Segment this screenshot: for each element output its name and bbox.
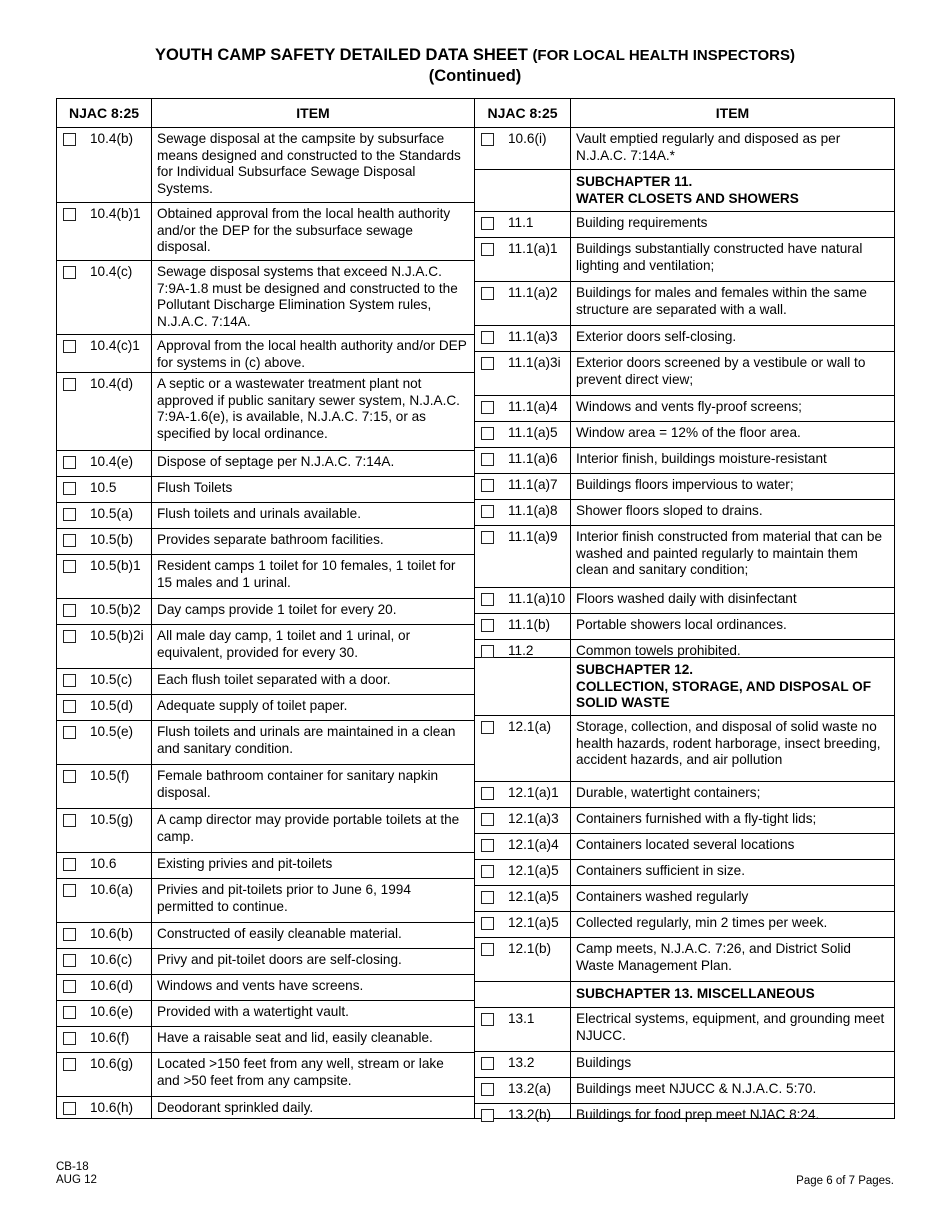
item-checkbox[interactable]	[481, 401, 494, 414]
page-title	[0, 45, 950, 86]
title-sub: (FOR LOCAL HEALTH INSPECTORS)	[532, 47, 795, 64]
item-checkbox[interactable]	[63, 700, 76, 713]
item-text: Building requirements	[576, 215, 708, 230]
item-checkbox[interactable]	[481, 721, 494, 734]
njac-code: 10.4(b)1	[90, 206, 141, 221]
item-checkbox[interactable]	[63, 954, 76, 967]
section-heading	[576, 662, 888, 712]
njac-code: 13.1	[508, 1011, 535, 1026]
item-text: Day camps provide 1 toilet for every 20.	[157, 602, 397, 617]
column-divider	[570, 170, 571, 211]
item-text: Interior finish, buildings moisture-resistant	[576, 451, 827, 466]
njac-code: 10.6(i)	[508, 131, 547, 146]
item-checkbox[interactable]	[63, 378, 76, 391]
item-text: Electrical systems, equipment, and grounding meet NJUCC.	[576, 1011, 885, 1043]
item-checkbox[interactable]	[481, 133, 494, 146]
item-checkbox[interactable]	[63, 133, 76, 146]
njac-code: 10.5(b)	[90, 532, 134, 547]
item-text: Each flush toilet separated with a door.	[157, 672, 391, 687]
njac-code: 10.4(d)	[90, 376, 134, 391]
item-text: Sewage disposal at the campsite by subsurface means designed and constructed to the Standards for Individual Subsurface Sewage Disposal Systems.	[157, 131, 461, 196]
item-checkbox[interactable]	[63, 770, 76, 783]
njac-code: 11.1(a)7	[508, 477, 558, 492]
table-row	[57, 451, 474, 477]
item-text: Provided with a watertight vault.	[157, 1004, 349, 1019]
table-row	[57, 555, 474, 599]
item-checkbox[interactable]	[63, 630, 76, 643]
item-checkbox[interactable]	[63, 674, 76, 687]
njac-code: 10.5(a)	[90, 506, 134, 521]
item-text: Portable showers local ordinances.	[576, 617, 787, 632]
item-text: Have a raisable seat and lid, easily cleanable.	[157, 1030, 433, 1045]
table-row	[475, 1104, 894, 1120]
njac-code: 13.2(b)	[508, 1107, 552, 1122]
table-row	[57, 335, 474, 373]
table-row	[475, 282, 894, 326]
item-text: Containers furnished with a fly-tight lids;	[576, 811, 817, 826]
item-checkbox[interactable]	[481, 357, 494, 370]
table-row	[57, 1001, 474, 1027]
njac-code: 10.5(g)	[90, 812, 134, 827]
header-njac: NJAC 8:25	[68, 105, 140, 121]
item-checkbox[interactable]	[481, 331, 494, 344]
njac-code: 12.1(a)1	[508, 785, 559, 800]
item-checkbox[interactable]	[63, 1006, 76, 1019]
item-checkbox[interactable]	[63, 340, 76, 353]
item-text: Window area = 12% of the floor area.	[576, 425, 801, 440]
item-checkbox[interactable]	[481, 1083, 494, 1096]
table-row	[475, 938, 894, 982]
item-text: Approval from the local health authority and/or DEP for systems in (c) above.	[157, 338, 467, 370]
item-checkbox[interactable]	[63, 814, 76, 827]
item-text: Existing privies and pit-toilets	[157, 856, 333, 871]
njac-code: 10.5(b)2i	[90, 628, 144, 643]
njac-code: 12.1(a)	[508, 719, 552, 734]
section-heading	[576, 174, 888, 207]
column-divider	[570, 982, 571, 1007]
item-checkbox[interactable]	[481, 917, 494, 930]
njac-code: 10.5(f)	[90, 768, 130, 783]
form-date: AUG 12	[56, 1174, 97, 1186]
item-text: Buildings floors impervious to water;	[576, 477, 794, 492]
right-table	[474, 98, 895, 1122]
table-row	[475, 886, 894, 912]
njac-code: 11.2	[508, 643, 534, 658]
njac-code: 12.1(a)5	[508, 863, 559, 878]
njac-code: 10.4(e)	[90, 454, 134, 469]
item-text: A camp director may provide portable toilets at the camp.	[157, 812, 460, 844]
title-line-2: (Continued)	[428, 67, 522, 85]
njac-code: 11.1(a)3i	[508, 355, 561, 370]
item-checkbox[interactable]	[481, 891, 494, 904]
item-checkbox[interactable]	[63, 726, 76, 739]
item-text: Obtained approval from the local health authority and/or the DEP for the subsurface sewage disposal.	[157, 206, 451, 254]
table-row	[57, 599, 474, 625]
item-text: Floors washed daily with disinfectant	[576, 591, 797, 606]
item-text: Exterior doors self-closing.	[576, 329, 737, 344]
item-text: Sewage disposal systems that exceed N.J.A.C. 7:9A-1.8 must be designed and constructed to the Pollutant Discharge Elimination System rules, N.J.A.C. 7:14A.	[157, 264, 458, 329]
item-text: Storage, collection, and disposal of solid waste no health hazards, rodent harborage, insect breeding, accident hazards, and air pollution	[576, 719, 881, 767]
section-title: SUBCHAPTER 11.	[576, 174, 693, 189]
njac-code: 10.5(d)	[90, 698, 134, 713]
table-row	[475, 500, 894, 526]
njac-code: 11.1(a)6	[508, 451, 558, 466]
item-checkbox[interactable]	[63, 266, 76, 279]
table-row	[475, 128, 894, 170]
item-checkbox[interactable]	[481, 839, 494, 852]
table-row	[475, 422, 894, 448]
footer-form-id	[56, 1161, 97, 1187]
item-checkbox[interactable]	[481, 619, 494, 632]
item-checkbox[interactable]	[481, 1109, 494, 1122]
item-checkbox[interactable]	[63, 1058, 76, 1071]
njac-code: 12.1(a)5	[508, 915, 559, 930]
item-checkbox[interactable]	[481, 217, 494, 230]
njac-code: 10.4(c)1	[90, 338, 140, 353]
item-text: Dispose of septage per N.J.A.C. 7:14A.	[157, 454, 395, 469]
item-checkbox[interactable]	[63, 208, 76, 221]
table-row	[475, 474, 894, 500]
item-checkbox[interactable]	[63, 604, 76, 617]
table-row	[57, 503, 474, 529]
table-row	[475, 808, 894, 834]
item-text: Buildings for males and females within the same structure are separated with a wall.	[576, 285, 867, 317]
njac-code: 11.1(a)2	[508, 285, 558, 300]
section-row	[475, 982, 894, 1008]
table-row	[57, 373, 474, 451]
table-row	[475, 716, 894, 782]
item-checkbox[interactable]	[481, 287, 494, 300]
njac-code: 10.5(e)	[90, 724, 134, 739]
title-line-1	[0, 45, 950, 66]
form-number: CB-18	[56, 1161, 89, 1173]
table-row	[475, 326, 894, 352]
njac-code: 12.1(b)	[508, 941, 552, 956]
item-text: Windows and vents have screens.	[157, 978, 364, 993]
njac-code: 10.6(b)	[90, 926, 134, 941]
item-text: Privy and pit-toilet doors are self-closing.	[157, 952, 402, 967]
njac-code: 10.5(c)	[90, 672, 133, 687]
item-checkbox[interactable]	[63, 560, 76, 573]
item-text: Buildings	[576, 1055, 632, 1070]
table-row	[475, 526, 894, 588]
njac-code: 11.1(a)10	[508, 591, 566, 606]
item-text: Privies and pit-toilets prior to June 6, 1994 permitted to continue.	[157, 882, 411, 914]
table-header	[57, 99, 474, 128]
item-text: Provides separate bathroom facilities.	[157, 532, 384, 547]
njac-code: 11.1(a)9	[508, 529, 558, 544]
table-row	[57, 1097, 474, 1120]
item-text: Flush toilets and urinals are maintained in a clean and sanitary condition.	[157, 724, 456, 756]
njac-code: 10.6(g)	[90, 1056, 134, 1071]
table-row	[475, 860, 894, 886]
item-checkbox[interactable]	[481, 479, 494, 492]
njac-code: 11.1(a)5	[508, 425, 558, 440]
item-text: Containers washed regularly	[576, 889, 749, 904]
item-checkbox[interactable]	[481, 531, 494, 544]
table-row	[475, 588, 894, 614]
item-checkbox[interactable]	[481, 865, 494, 878]
njac-code: 10.4(b)	[90, 131, 134, 146]
item-checkbox[interactable]	[481, 1057, 494, 1070]
item-text: Adequate supply of toilet paper.	[157, 698, 348, 713]
njac-code: 11.1(b)	[508, 617, 551, 632]
item-text: Flush Toilets	[157, 480, 233, 495]
section-row	[475, 170, 894, 212]
table-header	[475, 99, 894, 128]
njac-code: 11.1	[508, 215, 534, 230]
table-row	[57, 809, 474, 853]
njac-code: 11.1(a)8	[508, 503, 558, 518]
item-checkbox[interactable]	[63, 858, 76, 871]
njac-code: 10.6(e)	[90, 1004, 134, 1019]
item-checkbox[interactable]	[63, 980, 76, 993]
item-text: Containers located several locations	[576, 837, 795, 852]
item-text: Resident camps 1 toilet for 10 females, 1 toilet for 15 males and 1 urinal.	[157, 558, 456, 590]
item-checkbox[interactable]	[63, 928, 76, 941]
section-subtitle: COLLECTION, STORAGE, AND DISPOSAL OF SOLID WASTE	[576, 678, 872, 710]
item-text: Female bathroom container for sanitary napkin disposal.	[157, 768, 439, 800]
item-text: Located >150 feet from any well, stream or lake and >50 feet from any campsite.	[157, 1056, 444, 1088]
item-text: Buildings substantially constructed have natural lighting and ventilation;	[576, 241, 863, 273]
njac-code: 11.1(a)1	[508, 241, 558, 256]
table-row	[475, 352, 894, 396]
item-text: Buildings meet NJUCC & N.J.A.C. 5:70.	[576, 1081, 817, 1096]
njac-code: 11.1(a)4	[508, 399, 558, 414]
item-text: Windows and vents fly-proof screens;	[576, 399, 802, 414]
item-checkbox[interactable]	[63, 534, 76, 547]
section-title: SUBCHAPTER 13. MISCELLANEOUS	[576, 986, 815, 1001]
table-row	[57, 853, 474, 879]
table-row	[57, 1053, 474, 1097]
njac-code: 10.6(f)	[90, 1030, 130, 1045]
table-row	[57, 695, 474, 721]
table-row	[475, 212, 894, 238]
item-text: Constructed of easily cleanable material.	[157, 926, 402, 941]
table-row	[475, 396, 894, 422]
item-checkbox[interactable]	[63, 456, 76, 469]
table-row	[475, 782, 894, 808]
table-row	[57, 128, 474, 203]
table-row	[57, 975, 474, 1001]
njac-code: 10.5(b)1	[90, 558, 141, 573]
table-row	[475, 448, 894, 474]
table-row	[57, 879, 474, 923]
item-text: Exterior doors screened by a vestibule or wall to prevent direct view;	[576, 355, 866, 387]
njac-code: 10.6(a)	[90, 882, 134, 897]
item-checkbox[interactable]	[481, 505, 494, 518]
table-row	[57, 261, 474, 335]
item-text: Shower floors sloped to drains.	[576, 503, 763, 518]
njac-code: 10.5(b)2	[90, 602, 141, 617]
table-row	[475, 1052, 894, 1078]
column-divider	[570, 658, 571, 715]
njac-code: 13.2	[508, 1055, 535, 1070]
item-checkbox[interactable]	[481, 427, 494, 440]
section-subtitle: WATER CLOSETS AND SHOWERS	[576, 190, 799, 206]
table-row	[475, 912, 894, 938]
item-checkbox[interactable]	[63, 1032, 76, 1045]
table-row	[57, 203, 474, 261]
item-text: Flush toilets and urinals available.	[157, 506, 362, 521]
item-checkbox[interactable]	[481, 813, 494, 826]
njac-code: 12.1(a)3	[508, 811, 559, 826]
table-row	[475, 238, 894, 282]
table-row	[57, 721, 474, 765]
item-text: Common towels prohibited.	[576, 643, 741, 658]
item-text: A septic or a wastewater treatment plant not approved if public sanitary sewer system, N.J.A.C. 7:9A-1.6(e), is available, N.J.A.C. 7:15, or as specified by local ordinance.	[157, 376, 460, 441]
item-checkbox[interactable]	[63, 1102, 76, 1115]
item-text: Camp meets, N.J.A.C. 7:26, and District Solid Waste Management Plan.	[576, 941, 851, 973]
item-checkbox[interactable]	[481, 243, 494, 256]
title-main: YOUTH CAMP SAFETY DETAILED DATA SHEET	[155, 46, 528, 64]
item-text: All male day camp, 1 toilet and 1 urinal, or equivalent, provided for every 30.	[157, 628, 411, 660]
table-row	[57, 529, 474, 555]
table-row	[475, 1008, 894, 1052]
left-table	[56, 98, 475, 1119]
item-checkbox[interactable]	[63, 884, 76, 897]
table-row	[57, 923, 474, 949]
njac-code: 10.6(c)	[90, 952, 133, 967]
item-text: Durable, watertight containers;	[576, 785, 761, 800]
njac-code: 10.6(h)	[90, 1100, 134, 1115]
item-checkbox[interactable]	[63, 482, 76, 495]
table-row	[475, 614, 894, 640]
njac-code: 12.1(a)5	[508, 889, 559, 904]
section-heading	[576, 986, 888, 1003]
table-row	[57, 765, 474, 809]
njac-code: 10.6(d)	[90, 978, 134, 993]
table-row	[57, 477, 474, 503]
item-text: Interior finish constructed from material that can be washed and painted regularly to maintain them clean and sanitary condition;	[576, 529, 882, 577]
table-row	[475, 1078, 894, 1104]
item-text: Vault emptied regularly and disposed as per N.J.A.C. 7:14A.*	[576, 131, 841, 163]
item-text: Containers sufficient in size.	[576, 863, 745, 878]
item-checkbox[interactable]	[481, 453, 494, 466]
table-row	[57, 949, 474, 975]
table-row	[57, 625, 474, 669]
item-checkbox[interactable]	[481, 593, 494, 606]
item-text: Deodorant sprinkled daily.	[157, 1100, 314, 1115]
njac-code: 12.1(a)4	[508, 837, 559, 852]
item-checkbox[interactable]	[481, 645, 494, 658]
header-item: ITEM	[715, 105, 750, 121]
njac-code: 10.6	[90, 856, 117, 871]
item-text: Collected regularly, min 2 times per week.	[576, 915, 828, 930]
table-row	[475, 640, 894, 658]
item-checkbox[interactable]	[481, 787, 494, 800]
item-text: Buildings for food prep meet NJAC 8:24.	[576, 1107, 820, 1122]
njac-code: 11.1(a)3	[508, 329, 558, 344]
section-title: SUBCHAPTER 12.	[576, 662, 694, 677]
table-row	[57, 669, 474, 695]
njac-code: 13.2(a)	[508, 1081, 552, 1096]
item-checkbox[interactable]	[63, 508, 76, 521]
njac-code: 10.5	[90, 480, 117, 495]
item-checkbox[interactable]	[481, 1013, 494, 1026]
section-row	[475, 658, 894, 716]
header-njac: NJAC 8:25	[487, 105, 558, 121]
table-row	[57, 1027, 474, 1053]
page-number: Page 6 of 7 Pages.	[796, 1175, 894, 1187]
table-row	[475, 834, 894, 860]
item-checkbox[interactable]	[481, 943, 494, 956]
header-item: ITEM	[296, 105, 330, 121]
njac-code: 10.4(c)	[90, 264, 133, 279]
